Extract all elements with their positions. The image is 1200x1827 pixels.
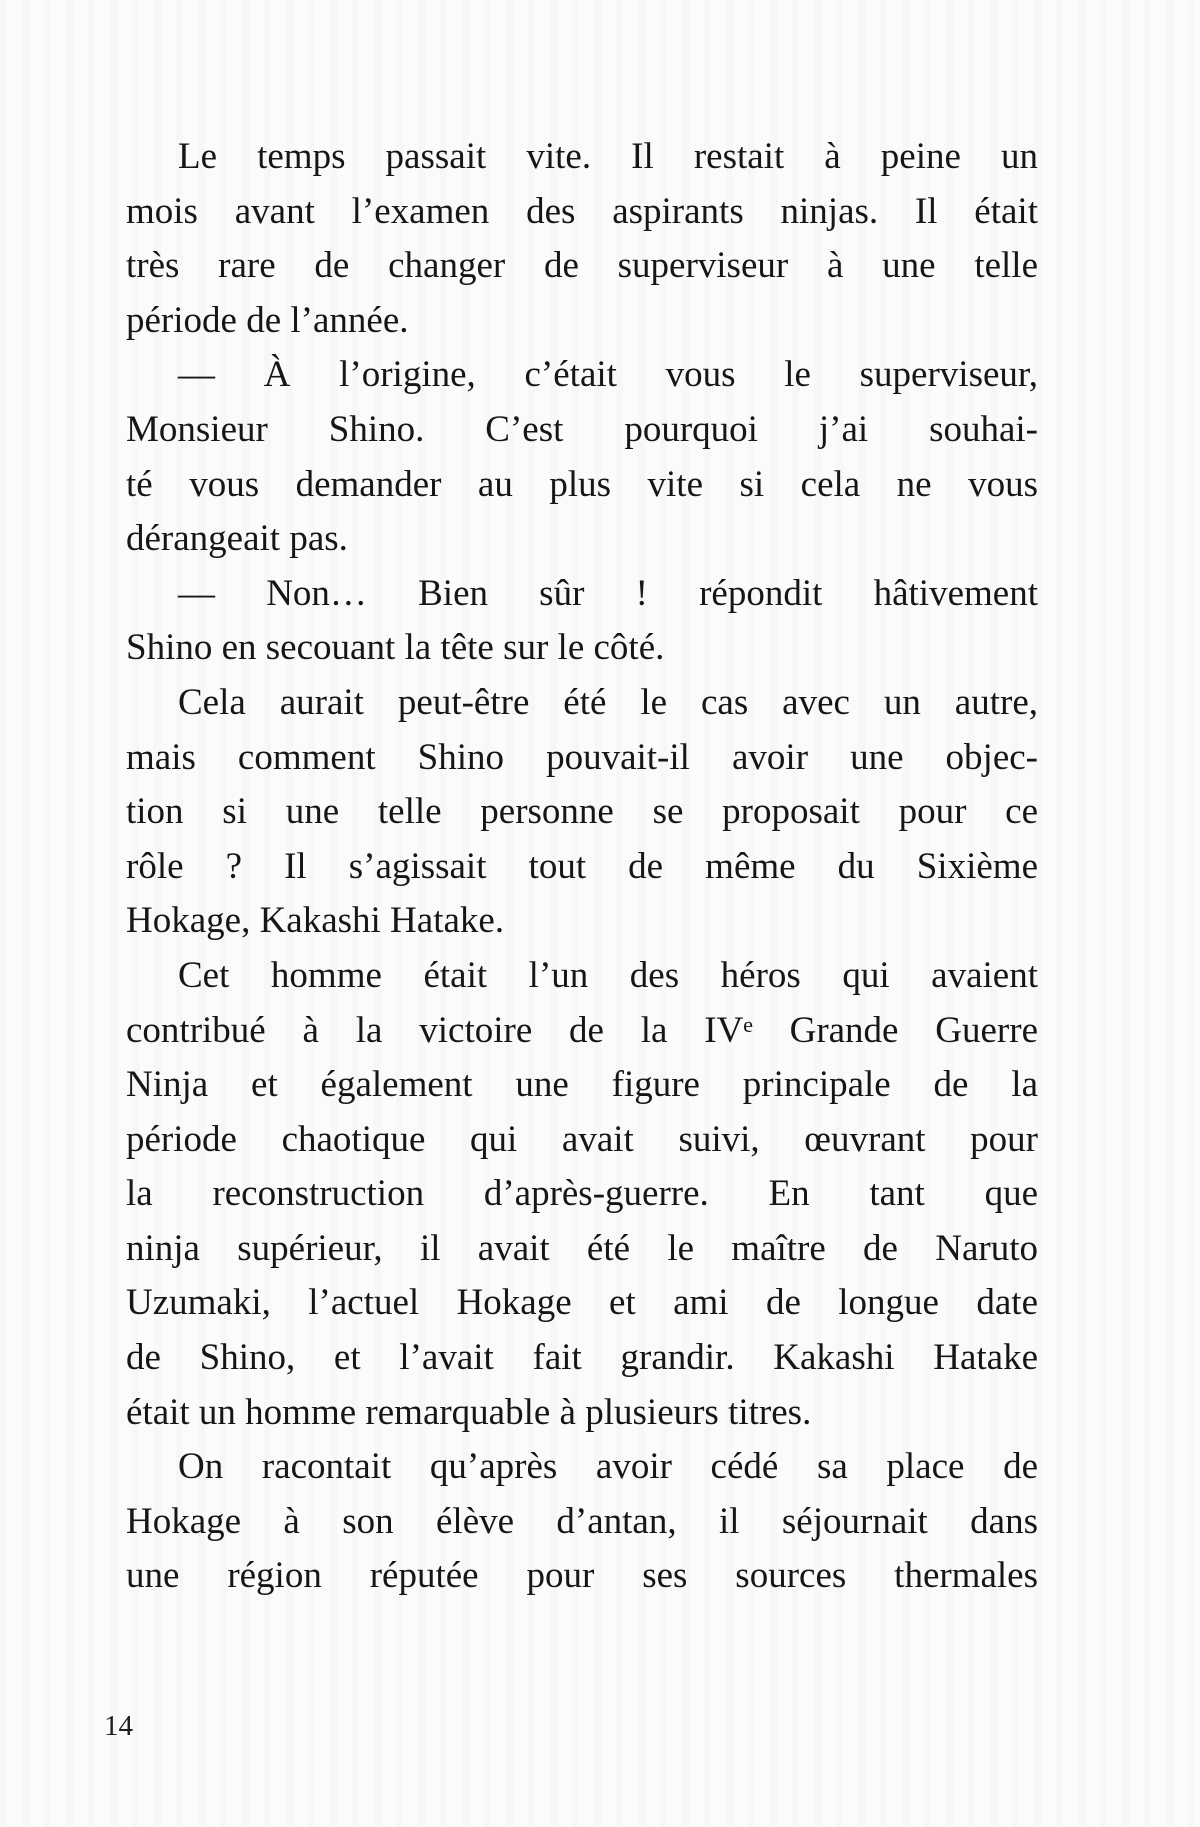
text-line: Shino en secouant la tête sur le côté.	[126, 627, 665, 669]
text-line: ninja supérieur, il avait été le maître de Naruto	[126, 1227, 1038, 1269]
text-line: une région réputée pour ses sources thermales	[126, 1555, 1038, 1597]
text-line: mais comment Shino pouvait-il avoir une objec-	[126, 736, 1038, 778]
page-text	[126, 130, 1038, 1604]
text-line: la reconstruction d’après-guerre. En tant que	[126, 1173, 1038, 1215]
text-line: Monsieur Shino. C’est pourquoi j’ai souhai-	[126, 408, 1038, 450]
text-line: Hokage à son élève d’antan, il séjournait dans	[126, 1500, 1038, 1542]
text-line: Le temps passait vite. Il restait à peine un	[178, 136, 1038, 177]
text-line: dérangeait pas.	[126, 518, 348, 560]
text-line: — Non… Bien sûr ! répondit hâtivement	[178, 572, 1038, 614]
text-line: mois avant l’examen des aspirants ninjas. Il était	[126, 190, 1038, 232]
text-line: tion si une telle personne se proposait pour ce	[126, 791, 1038, 833]
text-line: té vous demander au plus vite si cela ne vous	[126, 463, 1038, 505]
text-line: de Shino, et l’avait fait grandir. Kakashi Hatake	[126, 1337, 1038, 1379]
text-line: était un homme remarquable à plusieurs titres.	[126, 1391, 812, 1433]
text-line: rôle ? Il s’agissait tout de même du Sixième	[126, 845, 1038, 887]
text-line: très rare de changer de superviseur à une telle	[126, 245, 1038, 287]
text-line: contribué à la victoire de la IVᵉ Grande Guerre	[126, 1009, 1038, 1051]
text-line: Cet homme était l’un des héros qui avaient	[178, 954, 1038, 996]
text-line: période chaotique qui avait suivi, œuvrant pour	[126, 1118, 1038, 1160]
text-line: Cela aurait peut-être été le cas avec un autre,	[178, 681, 1038, 723]
text-line: — À l’origine, c’était vous le superviseur,	[178, 354, 1038, 396]
text-line: Uzumaki, l’actuel Hokage et ami de longue date	[126, 1282, 1038, 1324]
text-line: période de l’année.	[126, 299, 409, 341]
text-line: Hokage, Kakashi Hatake.	[126, 900, 505, 942]
text-line: On racontait qu’après avoir cédé sa place de	[178, 1446, 1038, 1488]
page-number: 14	[104, 1710, 133, 1742]
text-line: Ninja et également une figure principale de la	[126, 1064, 1038, 1106]
